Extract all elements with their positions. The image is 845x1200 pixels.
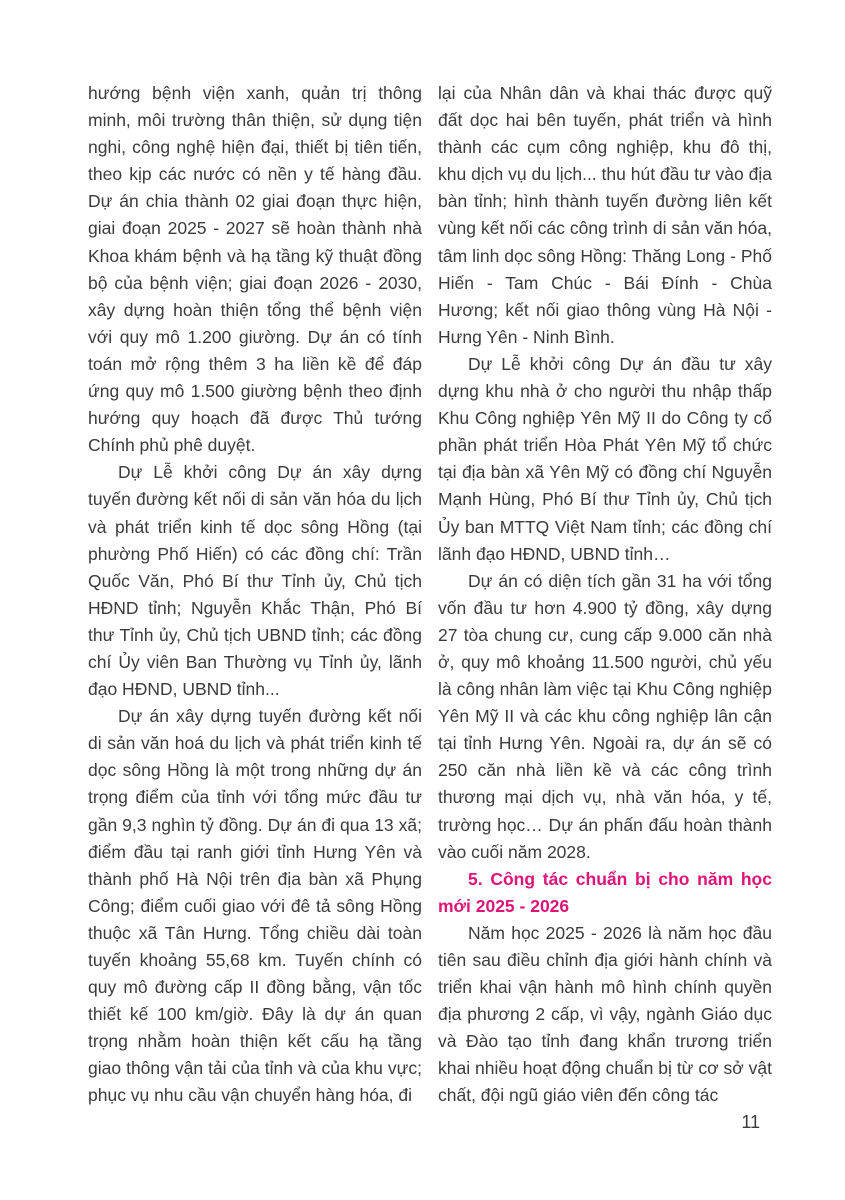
paragraph: Dự án xây dựng tuyến đường kết nối di sản văn hoá du lịch và phát triển kinh tế dọc sông Hồng là một trong những dự án trọng điểm của tỉnh với tổng mức đầu tư gần 9,3 nghìn tỷ đồng. Dự án đi qua 13 xã; điểm đầu tại ranh giới tỉnh Hưng Yên và thành phố Hà Nội trên địa bàn xã Phụng Công; điểm cuối giao với đê tả sông Hồng thuộc xã Tân Hưng. Tổng chiều dài toàn tuyến khoảng 55,68 km. Tuyến chính có quy mô đường cấp II đồng bằng, vận tốc thiết kế 100 km/giờ. Đây là dự án quan trọng nhằm hoàn thiện kết cấu hạ tầng giao thông vận tải của tỉnh và của khu vực; phục vụ nhu cầu vận chuyển hàng hóa, đi bbox=[88, 706, 422, 1106]
section-heading: 5. Công tác chuẩn bị cho năm học mới 2025 - 2026 bbox=[438, 868, 772, 916]
left-column bbox=[88, 80, 422, 1110]
paragraph: Dự Lễ khởi công Dự án xây dựng tuyến đường kết nối di sản văn hóa du lịch và phát triển kinh tế dọc sông Hồng (tại phường Phố Hiến) có các đồng chí: Trần Quốc Văn, Phó Bí thư Tỉnh ủy, Chủ tịch HĐND tỉnh; Nguyễn Khắc Thận, Phó Bí thư Tỉnh ủy, Chủ tịch UBND tỉnh; các đồng chí Ủy viên Ban Thường vụ Tỉnh ủy, lãnh đạo HĐND, UBND tỉnh... bbox=[88, 462, 422, 700]
paragraph: hướng bệnh viện xanh, quản trị thông minh, môi trường thân thiện, sử dụng tiện nghi, công nghệ hiện đại, thiết bị tiên tiến, theo kịp các nước có nền y tế hàng đầu. Dự án chia thành 02 giai đoạn thực hiện, giai đoạn 2025 - 2027 sẽ hoàn thành nhà Khoa khám bệnh và hạ tầng kỹ thuật đồng bộ của bệnh viện; giai đoạn 2026 - 2030, xây dựng hoàn thiện tổng thể bệnh viện với quy mô 1.200 giường. Dự án có tính toán mở rộng thêm 3 ha liền kề để đáp ứng quy mô 1.500 giường bệnh theo định hướng quy hoạch đã được Thủ tướng Chính phủ phê duyệt. bbox=[88, 83, 422, 456]
paragraph: lại của Nhân dân và khai thác được quỹ đất dọc hai bên tuyến, phát triển và hình thành các cụm công nghiệp, khu đô thị, khu dịch vụ du lịch... thu hút đầu tư vào địa bàn tỉnh; hình thành tuyến đường liên kết vùng kết nối các công trình di sản văn hóa, tâm linh dọc sông Hồng: Thăng Long - Phố Hiến - Tam Chúc - Bái Đính - Chùa Hương; kết nối giao thông vùng Hà Nội - Hưng Yên - Ninh Bình. bbox=[438, 83, 772, 347]
text-columns bbox=[88, 80, 772, 1110]
paragraph: Dự Lễ khởi công Dự án đầu tư xây dựng khu nhà ở cho người thu nhập thấp Khu Công nghiệp Yên Mỹ II do Công ty cổ phần phát triển Hòa Phát Yên Mỹ tổ chức tại địa bàn xã Yên Mỹ có đồng chí Nguyễn Mạnh Hùng, Phó Bí thư Tỉnh ủy, Chủ tịch Ủy ban MTTQ Việt Nam tỉnh; các đồng chí lãnh đạo HĐND, UBND tỉnh… bbox=[438, 353, 772, 564]
right-column bbox=[438, 80, 772, 1110]
paragraph: Dự án có diện tích gần 31 ha với tổng vốn đầu tư hơn 4.900 tỷ đồng, xây dựng 27 tòa chung cư, cung cấp 9.000 căn nhà ở, quy mô khoảng 11.500 người, chủ yếu là công nhân làm việc tại Khu Công nghiệp Yên Mỹ II và các khu công nghiệp lân cận tại tỉnh Hưng Yên. Ngoài ra, dự án sẽ có 250 căn nhà liền kề và các công trình thương mại dịch vụ, nhà văn hóa, y tế, trường học… Dự án phấn đấu hoàn thành vào cuối năm 2028. bbox=[438, 570, 772, 862]
paragraph: Năm học 2025 - 2026 là năm học đầu tiên sau điều chỉnh địa giới hành chính và triển khai vận hành mô hình chính quyền địa phương 2 cấp, vì vậy, ngành Giáo dục và Đào tạo tỉnh đang khẩn trương triển khai nhiều hoạt động chuẩn bị từ cơ sở vật chất, đội ngũ giáo viên đến công tác bbox=[438, 922, 772, 1106]
page-number: 11 bbox=[741, 1112, 760, 1132]
